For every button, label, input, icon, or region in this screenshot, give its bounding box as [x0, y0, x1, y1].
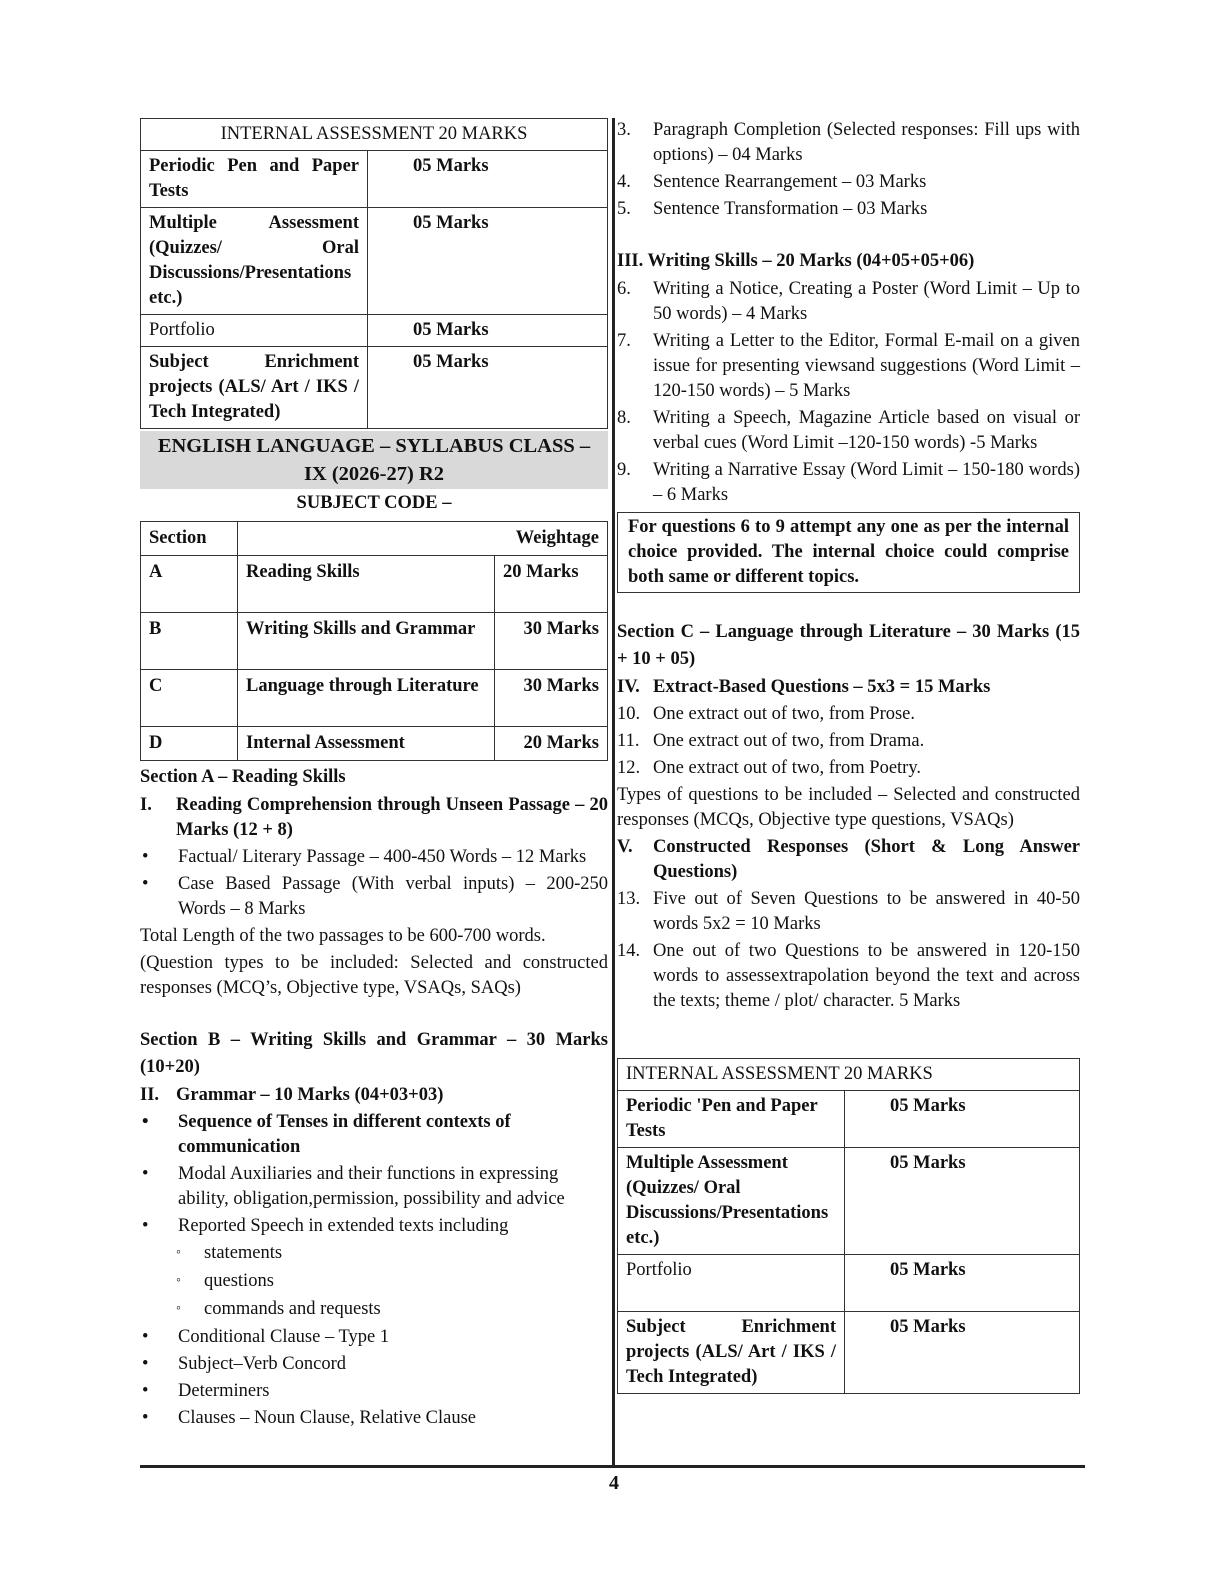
- list-item: [617, 329, 1080, 404]
- ia-row-marks: 05 Marks: [845, 1091, 1080, 1148]
- table-row: [141, 151, 608, 208]
- section-name: Language through Literature: [238, 670, 495, 727]
- section-name: Internal Assessment: [238, 727, 495, 761]
- table-row: [141, 556, 608, 613]
- item-text: One extract out of two, from Drama.: [653, 731, 925, 751]
- list-item: [140, 845, 608, 870]
- list-item: [140, 1406, 608, 1431]
- item-number: 7.: [617, 331, 631, 351]
- ia-row-marks: 05 Marks: [845, 1312, 1080, 1394]
- bullet-text: Clauses – Noun Clause, Relative Clause: [178, 1408, 477, 1428]
- ia-row-label: Multiple Assessment (Quizzes/ Oral Discussions/Presentations etc.): [618, 1148, 845, 1255]
- ia-row-label: Subject Enrichment projects (ALS/ Art / IKS / Tech Integrated): [141, 347, 368, 429]
- bullet-icon: •: [142, 1327, 149, 1347]
- ia-row-marks: 05 Marks: [368, 347, 608, 429]
- section-marks: 20 Marks: [495, 727, 608, 761]
- bullet-text: Conditional Clause – Type 1: [178, 1327, 390, 1347]
- list-item: [140, 1352, 608, 1377]
- bullet-icon: •: [142, 1112, 149, 1132]
- bullet-icon: •: [142, 1164, 149, 1184]
- list-item: [140, 1083, 608, 1108]
- sub-item-text: questions: [204, 1271, 274, 1291]
- item-text: Sentence Transformation – 03 Marks: [653, 199, 928, 219]
- list-item: [140, 872, 608, 922]
- question-types-text: Types of questions to be included – Selected and constructed responses (MCQs, Objective type questions, VSAQs): [617, 785, 1080, 830]
- item-text: Grammar – 10 Marks (04+03+03): [176, 1085, 444, 1105]
- ia-row-label: Multiple Assessment (Quizzes/ Oral Discussions/Presentations etc.): [141, 208, 368, 315]
- item-number: 8.: [617, 408, 631, 428]
- item-number: 12.: [617, 758, 641, 778]
- table-row: [141, 613, 608, 670]
- list-item: [617, 887, 1080, 937]
- item-text: Sentence Rearrangement – 03 Marks: [653, 172, 927, 192]
- table-row: [141, 727, 608, 761]
- item-text: One extract out of two, from Prose.: [653, 704, 916, 724]
- circle-bullet-icon: ◦: [176, 1273, 181, 1288]
- item-number: 14.: [617, 941, 641, 961]
- right-column: [617, 118, 1080, 1394]
- item-text: Paragraph Completion (Selected responses: Fill ups with options) – 04 Marks: [653, 120, 1080, 165]
- item-number: 9.: [617, 460, 631, 480]
- list-item: [617, 702, 1080, 727]
- syllabus-title: ENGLISH LANGUAGE – SYLLABUS CLASS – IX (2026-27) R2: [140, 431, 608, 489]
- table-row: [141, 208, 608, 315]
- item-number: 3.: [617, 120, 631, 140]
- table-row: [618, 1255, 1080, 1312]
- item-text: Writing a Letter to the Editor, Formal E-mail on a given issue for presenting viewsand suggestions (Word Limit – 120-150 words) – 5 Marks: [653, 331, 1080, 401]
- ia-table-title: INTERNAL ASSESSMENT 20 MARKS: [618, 1059, 1080, 1091]
- item-number: V.: [617, 837, 633, 857]
- ia-row-label: Portfolio: [141, 315, 368, 347]
- section-header: Section: [141, 522, 238, 556]
- ia-row-label: Subject Enrichment projects (ALS/ Art / IKS / Tech Integrated): [618, 1312, 845, 1394]
- section-name: Reading Skills: [238, 556, 495, 613]
- bullet-icon: •: [142, 1216, 149, 1236]
- list-item: [140, 1110, 608, 1160]
- ia-row-label: Portfolio: [618, 1255, 845, 1312]
- item-number: IV.: [617, 677, 640, 697]
- section-marks: 20 Marks: [495, 556, 608, 613]
- list-item: [140, 1379, 608, 1404]
- list-item: [140, 1162, 608, 1212]
- ia-row-marks: 05 Marks: [845, 1255, 1080, 1312]
- bullet-icon: •: [142, 874, 149, 894]
- item-text: Writing a Speech, Magazine Article based on visual or verbal cues (Word Limit –120-150 words) -5 Marks: [653, 408, 1080, 453]
- bullet-text: Case Based Passage (With verbal inputs) – 200-250 Words – 8 Marks: [178, 874, 608, 919]
- ia-row-marks: 05 Marks: [368, 151, 608, 208]
- list-item: [617, 939, 1080, 1014]
- bullet-text: Factual/ Literary Passage – 400-450 Words – 12 Marks: [178, 847, 587, 867]
- item-text: Writing a Narrative Essay (Word Limit – 150-180 words) – 6 Marks: [653, 460, 1080, 505]
- internal-choice-note: For questions 6 to 9 attempt any one as per the internal choice provided. The internal choice could comprise both same or different topics.: [617, 512, 1080, 593]
- bullet-text: Modal Auxiliaries and their functions in expressing ability, obligation,permission, possibility and advice: [178, 1164, 565, 1209]
- table-row: [141, 670, 608, 727]
- sub-list-item: [140, 1239, 608, 1267]
- bullet-icon: •: [142, 1381, 149, 1401]
- page-number: 4: [609, 1472, 619, 1494]
- item-number: 10.: [617, 704, 641, 724]
- table-row: [141, 347, 608, 429]
- section-b-heading: Section B – Writing Skills and Grammar – 30 Marks (10+20): [140, 1030, 608, 1077]
- item-number: 6.: [617, 279, 631, 299]
- section-letter: C: [141, 670, 238, 727]
- section-letter: D: [141, 727, 238, 761]
- bullet-text: Subject–Verb Concord: [178, 1354, 347, 1374]
- item-text: Writing a Notice, Creating a Poster (Word Limit – Up to 50 words) – 4 Marks: [653, 279, 1080, 324]
- section-marks: 30 Marks: [495, 613, 608, 670]
- circle-bullet-icon: ◦: [176, 1245, 181, 1260]
- item-number: 13.: [617, 889, 641, 909]
- sub-list-item: [140, 1295, 608, 1323]
- column-divider: [612, 118, 615, 1465]
- list-item: [617, 756, 1080, 781]
- sub-list-item: [140, 1267, 608, 1295]
- list-item: [617, 118, 1080, 168]
- item-number: 11.: [617, 731, 640, 751]
- bullet-icon: •: [142, 1408, 149, 1428]
- item-text: Five out of Seven Questions to be answered in 40-50 words 5x2 = 10 Marks: [653, 889, 1080, 934]
- ia-row-label: Periodic Pen and Paper Tests: [141, 151, 368, 208]
- list-item: [617, 729, 1080, 754]
- list-item: [617, 197, 1080, 222]
- table-row: [618, 1312, 1080, 1394]
- item-text: Reading Comprehension through Unseen Passage – 20 Marks (12 + 8): [176, 795, 608, 840]
- item-number: I.: [140, 795, 152, 815]
- list-item: [140, 1214, 608, 1239]
- bullet-icon: •: [142, 847, 149, 867]
- section-name: Writing Skills and Grammar: [238, 613, 495, 670]
- subject-code: SUBJECT CODE –: [296, 493, 452, 513]
- internal-assessment-table-left: [140, 118, 608, 429]
- item-number: 5.: [617, 199, 631, 219]
- section-marks: 30 Marks: [495, 670, 608, 727]
- table-row: [618, 1148, 1080, 1255]
- list-item: [617, 835, 1080, 885]
- item-text: Constructed Responses (Short & Long Answer Questions): [653, 837, 1080, 882]
- total-length-text: Total Length of the two passages to be 600-700 words.: [140, 926, 546, 946]
- list-item: [617, 675, 1080, 700]
- internal-assessment-table-right: [617, 1058, 1080, 1394]
- item-number: 4.: [617, 172, 631, 192]
- ia-table-title: INTERNAL ASSESSMENT 20 MARKS: [141, 119, 608, 151]
- list-item: [140, 1325, 608, 1350]
- table-row: [141, 315, 608, 347]
- section-a-heading: Section A – Reading Skills: [140, 767, 346, 787]
- question-types-text: (Question types to be included: Selected and constructed responses (MCQ’s, Objective type, VSAQs, SAQs): [140, 953, 608, 998]
- list-item: [617, 277, 1080, 327]
- section-weightage-table: [140, 521, 608, 761]
- weightage-header: Weightage: [238, 522, 608, 556]
- item-number: II.: [140, 1085, 160, 1105]
- ia-row-marks: 05 Marks: [368, 208, 608, 315]
- section-letter: B: [141, 613, 238, 670]
- bullet-text: Sequence of Tenses in different contexts of communication: [178, 1112, 511, 1157]
- item-text: One extract out of two, from Poetry.: [653, 758, 922, 778]
- sub-item-text: commands and requests: [204, 1299, 381, 1319]
- list-item: [617, 406, 1080, 456]
- bullet-text: Reported Speech in extended texts including: [178, 1216, 509, 1236]
- left-column: [140, 118, 608, 1431]
- bullet-icon: •: [142, 1354, 149, 1374]
- item-text: One out of two Questions to be answered in 120-150 words to assessextrapolation beyond the text and across the texts; theme / plot/ character. 5 Marks: [653, 941, 1080, 1011]
- circle-bullet-icon: ◦: [176, 1301, 181, 1316]
- ia-row-label: Periodic 'Pen and Paper Tests: [618, 1091, 845, 1148]
- list-item: [617, 458, 1080, 508]
- bullet-text: Determiners: [178, 1381, 270, 1401]
- sub-item-text: statements: [204, 1243, 283, 1263]
- section-c-heading: Section C – Language through Literature – 30 Marks (15 + 10 + 05): [617, 622, 1080, 669]
- list-item: [617, 170, 1080, 195]
- footer-rule: [140, 1465, 1085, 1468]
- ia-row-marks: 05 Marks: [845, 1148, 1080, 1255]
- item-text: Extract-Based Questions – 5x3 = 15 Marks: [653, 677, 991, 697]
- ia-row-marks: 05 Marks: [368, 315, 608, 347]
- writing-skills-heading: III. Writing Skills – 20 Marks (04+05+05+06): [617, 251, 975, 271]
- section-letter: A: [141, 556, 238, 613]
- table-row: [618, 1091, 1080, 1148]
- list-item: [140, 793, 608, 843]
